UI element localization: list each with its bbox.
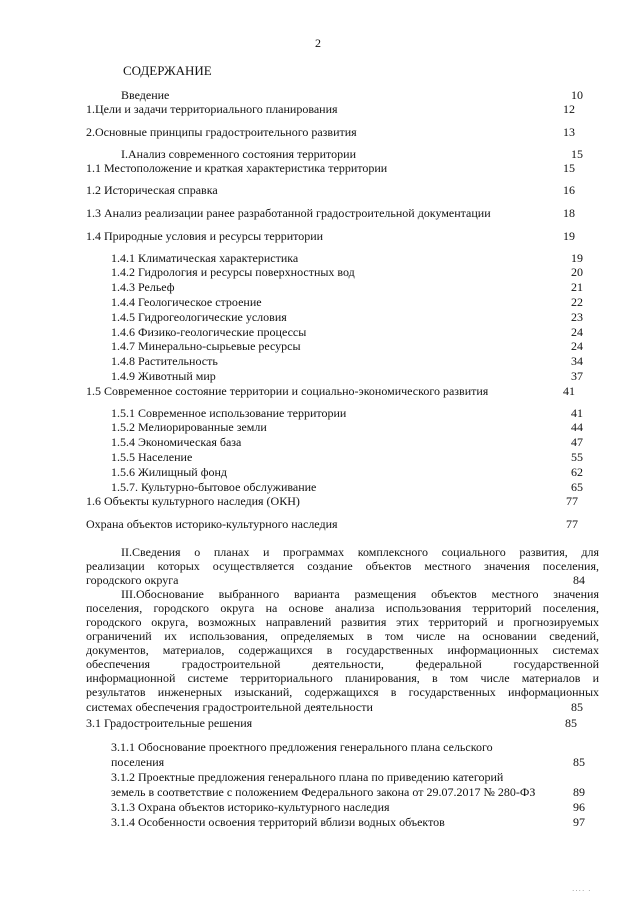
section-3-line: III.Обоснование выбранного варианта размещения объектов местного значения — [121, 587, 599, 601]
toc-subentry: 1.4.5 Гидрогеологические условия — [111, 310, 287, 324]
toc-entry-intro: Введение — [121, 88, 170, 102]
toc-subentry: 1.4.8 Растительность — [111, 354, 218, 368]
toc-page: 10 — [571, 88, 583, 102]
toc-subentry: 3.1.2 Проектные предложения генерального плана по приведению категорий — [111, 770, 504, 784]
toc-page: 65 — [571, 480, 583, 494]
section-3-line: ограничений их использования, определяемых в том числе на основании сведений, — [86, 629, 599, 643]
toc-entry: Охрана объектов историко-культурного наследия — [86, 517, 338, 531]
toc-page: 77 — [566, 494, 578, 508]
toc-page: 37 — [571, 369, 583, 383]
toc-page: 44 — [571, 420, 583, 434]
toc-page: 85 — [565, 716, 577, 730]
toc-subentry: 1.4.7 Минерально-сырьевые ресурсы — [111, 339, 301, 353]
toc-subentry: 1.5.7. Культурно-бытовое обслуживание — [111, 480, 317, 494]
toc-page: 21 — [571, 280, 583, 294]
toc-subentry: 3.1.1 Обоснование проектного предложения генерального плана сельского — [111, 740, 493, 754]
toc-subentry: 1.5.4 Экономическая база — [111, 435, 242, 449]
toc-page: 47 — [571, 435, 583, 449]
page-number: 2 — [315, 36, 321, 50]
toc-page: 77 — [566, 517, 578, 531]
section-3-line: поселения, городского округа на основе анализа использования территорий поселения, — [86, 601, 599, 615]
scan-corner-mark: ···· · — [572, 887, 592, 895]
section-3-line: документов, материалов, содержащихся в государственных информационных системах — [86, 643, 599, 657]
toc-subentry: 3.1.4 Особенности освоения территорий вблизи водных объектов — [111, 815, 445, 829]
toc-section-heading: I.Анализ современного состояния территории — [121, 147, 356, 161]
section-3-line: системах обеспечения градостроительной деятельности — [86, 700, 373, 714]
toc-page: 22 — [571, 295, 583, 309]
toc-entry: 1.Цели и задачи территориального планирования — [86, 102, 338, 116]
toc-page: 62 — [571, 465, 583, 479]
section-3-line: обеспечения градостроительной деятельности, федеральной государственной — [86, 657, 599, 671]
toc-subentry: 1.4.3 Рельеф — [111, 280, 175, 294]
section-3-line: городского округа, возможных направлений развития этих территорий и прогнозируемых — [86, 615, 599, 629]
toc-page: 97 — [573, 815, 585, 829]
toc-page: 24 — [571, 325, 583, 339]
toc-page: 85 — [573, 755, 585, 769]
toc-page: 41 — [571, 406, 583, 420]
toc-subentry: 1.5.2 Мелиорированные земли — [111, 420, 267, 434]
toc-page: 18 — [563, 206, 575, 220]
toc-page: 15 — [571, 147, 583, 161]
section-2-line: реализации которых осуществляется создание объектов местного значения поселения, — [86, 559, 599, 573]
toc-entry: 2.Основные принципы градостроительного развития — [86, 125, 357, 139]
toc-subentry: 3.1.3 Охрана объектов историко-культурного наследия — [111, 800, 390, 814]
toc-page: 13 — [563, 125, 575, 139]
toc-subentry: 1.5.5 Население — [111, 450, 193, 464]
toc-entry: 1.4 Природные условия и ресурсы территории — [86, 229, 324, 243]
toc-subentry: 1.4.2 Гидрология и ресурсы поверхностных вод — [111, 265, 355, 279]
toc-entry: 3.1 Градостроительные решения — [86, 716, 253, 730]
toc-page: 20 — [571, 265, 583, 279]
toc-entry: 1.5 Современное состояние территории и социально-экономического развития — [86, 384, 489, 398]
toc-page: 41 — [563, 384, 575, 398]
toc-subentry: 1.5.1 Современное использование территории — [111, 406, 347, 420]
toc-page: 84 — [573, 573, 585, 587]
toc-entry: 1.6 Объекты культурного наследия (ОКН) — [86, 494, 300, 508]
toc-page: 19 — [571, 251, 583, 265]
toc-entry: 1.2 Историческая справка — [86, 183, 218, 197]
toc-subentry: 1.4.4 Геологическое строение — [111, 295, 262, 309]
toc-page: 16 — [563, 183, 575, 197]
toc-page: 34 — [571, 354, 583, 368]
toc-subentry: 1.4.6 Физико-геологические процессы — [111, 325, 307, 339]
toc-subentry-cont: поселения — [111, 755, 165, 769]
section-2-line: городского округа — [86, 573, 179, 587]
section-3-line: результатов инженерных изысканий, содержащихся в государственных информационных — [86, 685, 599, 699]
toc-entry: 1.3 Анализ реализации ранее разработанной градостроительной документации — [86, 206, 491, 220]
toc-page: 85 — [571, 700, 583, 714]
toc-page: 15 — [563, 161, 575, 175]
toc-subentry: 1.4.9 Животный мир — [111, 369, 216, 383]
toc-page: 23 — [571, 310, 583, 324]
section-2-line: II.Сведения о планах и программах комплексного социального развития, для — [121, 545, 599, 559]
section-3-line: информационной системе территориального планирования, в том числе материалов и — [86, 671, 599, 685]
toc-title: СОДЕРЖАНИЕ — [123, 63, 212, 78]
toc-entry: 1.1 Местоположение и краткая характеристика территории — [86, 161, 388, 175]
toc-page: 55 — [571, 450, 583, 464]
toc-subentry: 1.4.1 Климатическая характеристика — [111, 251, 299, 265]
toc-page: 89 — [573, 785, 585, 799]
toc-subentry-cont: земель в соответствие с положением Федерального закона от 29.07.2017 № 280-ФЗ — [111, 785, 536, 799]
toc-subentry: 1.5.6 Жилищный фонд — [111, 465, 228, 479]
toc-page: 96 — [573, 800, 585, 814]
toc-page: 24 — [571, 339, 583, 353]
toc-page: 12 — [563, 102, 575, 116]
toc-page: 19 — [563, 229, 575, 243]
